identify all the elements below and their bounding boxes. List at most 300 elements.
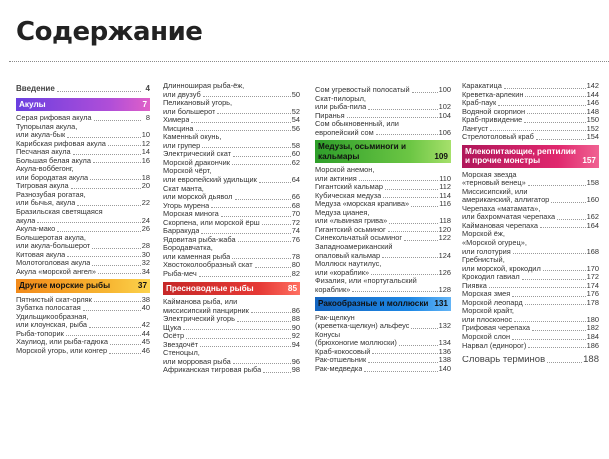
toc-entry[interactable] [462, 99, 599, 108]
toc-entry[interactable] [163, 261, 300, 270]
entry-page-number: 52 [291, 106, 300, 116]
entry-title: Морской крайт, [462, 307, 514, 316]
entry-page-number: 12 [141, 138, 150, 148]
toc-entry[interactable] [462, 82, 599, 91]
toc-entry[interactable] [462, 91, 599, 100]
entry-page-number: 148 [586, 106, 599, 116]
section-header[interactable] [315, 297, 451, 310]
section-page-number: 7 [142, 99, 147, 109]
toc-entry[interactable] [163, 315, 300, 324]
toc-entry[interactable] [163, 253, 300, 262]
dot-leader [527, 113, 586, 114]
toc-entry[interactable] [462, 342, 599, 351]
section-header[interactable] [163, 282, 300, 295]
entry-page-number: 54 [291, 115, 300, 125]
entry-page-number: 164 [586, 220, 599, 230]
entry-title: Рак-медведка [315, 364, 363, 373]
entry-title: Пиранья [315, 111, 345, 120]
toc-entry[interactable] [315, 192, 451, 201]
toc-entry[interactable] [163, 307, 300, 316]
entry-page-number: 16 [141, 155, 150, 165]
dot-leader [94, 120, 141, 121]
dot-leader [504, 88, 586, 89]
dot-leader [199, 276, 291, 277]
entry-page-number: 128 [438, 284, 451, 294]
dot-leader [66, 335, 141, 336]
toc-entry[interactable] [163, 244, 300, 253]
toc-entry[interactable] [16, 165, 150, 174]
section-header[interactable] [16, 279, 150, 292]
entry-page-number: 28 [141, 241, 150, 251]
entry-title: Зубатка полосатая [16, 304, 81, 313]
dot-leader [385, 189, 438, 190]
dot-leader [90, 179, 141, 180]
entry-page-number: 74 [291, 226, 300, 236]
dot-leader [221, 216, 291, 217]
dot-leader [368, 109, 437, 110]
toc-entry[interactable] [163, 125, 300, 134]
toc-entry[interactable] [315, 226, 451, 235]
section-page-number: 37 [137, 281, 147, 291]
entry-title: Скат манта, [163, 184, 204, 193]
entry-title: Акула-воббегонг, [16, 165, 74, 174]
entry-title: Большая белая акула [16, 156, 91, 165]
toc-entry[interactable] [462, 299, 599, 308]
toc-entry[interactable] [315, 112, 451, 121]
toc-entry[interactable] [16, 225, 150, 234]
toc-entry[interactable] [163, 298, 300, 307]
entry-title: «Морской огурец», [462, 239, 527, 248]
section-page-number: 157 [582, 156, 596, 166]
dot-leader [94, 301, 141, 302]
dot-leader [489, 287, 586, 288]
entry-page-number: 45 [141, 337, 150, 347]
dot-leader [108, 145, 141, 146]
entry-page-number: 184 [586, 332, 599, 342]
toc-entry[interactable] [462, 333, 599, 342]
entry-title: Скорпена, или морской ёрш [163, 218, 260, 227]
toc-entry[interactable] [315, 183, 451, 192]
entry-title: или каменная рыба [163, 252, 231, 261]
toc-entry[interactable] [462, 196, 599, 205]
toc-entry[interactable] [315, 356, 451, 365]
toc-entry[interactable] [315, 234, 451, 243]
entry-page-number: 168 [586, 246, 599, 256]
toc-entry[interactable] [315, 86, 451, 95]
dot-leader [376, 134, 438, 135]
entry-page-number: 22 [141, 198, 150, 208]
section-title: Ракообразные и моллюски [318, 299, 429, 309]
entry-page-number: 98 [291, 365, 300, 375]
dot-leader [512, 339, 586, 340]
entry-title: или двузуб [163, 90, 201, 99]
dot-leader [359, 180, 438, 181]
toc-entry[interactable] [16, 296, 150, 305]
toc-entry[interactable] [462, 324, 599, 333]
dot-leader [196, 130, 291, 131]
entry-title: Акула-мако [16, 225, 56, 234]
toc-entry[interactable] [462, 133, 599, 142]
entry-title: Длинноширая рыба-ёж, [163, 82, 245, 90]
toc-entry[interactable] [462, 265, 599, 274]
dot-leader [528, 347, 585, 348]
section-header[interactable] [462, 145, 599, 168]
section-title: Млекопитающие, рептилии и прочие монстры [465, 146, 576, 166]
entry-title: Молотоголовая акула [16, 259, 91, 268]
toc-entry[interactable] [462, 307, 599, 316]
toc-entry[interactable] [462, 273, 599, 282]
toc-entry[interactable] [163, 227, 300, 236]
toc-entry[interactable] [163, 116, 300, 125]
entry-title: или «кораблик» [315, 268, 370, 277]
entry-page-number: 34 [141, 266, 150, 276]
toc-entry[interactable] [315, 129, 451, 138]
toc-entry[interactable] [163, 210, 300, 219]
toc-entry[interactable] [315, 348, 451, 357]
entry-title: Каракатица [462, 82, 502, 90]
entry-title: Карибская рифовая акула [16, 139, 106, 148]
toc-entry[interactable] [16, 234, 150, 243]
toc-entry[interactable] [315, 243, 451, 252]
toc-entry[interactable] [462, 290, 599, 299]
entry-page-number: 32 [141, 258, 150, 268]
toc-entry[interactable] [16, 191, 150, 200]
entry-page-number: 60 [291, 149, 300, 159]
toc-entry[interactable] [16, 321, 150, 330]
entry-page-number: 158 [586, 178, 599, 188]
entry-page-number: 42 [141, 320, 150, 330]
toc-column-3 [315, 86, 451, 374]
toc-entry[interactable] [16, 338, 150, 347]
entry-page-number: 138 [438, 355, 451, 365]
dot-leader [522, 279, 586, 280]
entry-page-number: 100 [438, 85, 451, 94]
entry-page-number: 186 [586, 340, 599, 350]
entry-title: Барракуда [163, 227, 200, 236]
entry-page-number: 90 [291, 322, 300, 332]
toc-entry[interactable] [16, 114, 150, 123]
toc-entry[interactable] [16, 148, 150, 157]
toc-entry[interactable] [462, 171, 599, 180]
entry-page-number: 118 [439, 216, 451, 226]
entry-title: Краб-привидение [462, 116, 523, 125]
entry-title: Рыба-меч [163, 270, 197, 279]
toc-entry[interactable] [315, 200, 451, 209]
toc-entry[interactable] [163, 270, 300, 279]
toc-entry[interactable] [315, 252, 451, 261]
toc-entry[interactable] [462, 256, 599, 265]
dot-leader [98, 273, 141, 274]
entry-title: Морской дракончик [163, 158, 231, 167]
entry-page-number: 126 [438, 267, 451, 277]
dot-leader [412, 92, 438, 93]
toc-entry[interactable] [16, 347, 150, 356]
toc-entry[interactable] [163, 108, 300, 117]
toc-entry[interactable] [315, 166, 451, 175]
entry-title: Гигантский кальмар [315, 183, 383, 192]
toc-entry[interactable] [16, 199, 150, 208]
entry-page-number: 82 [291, 269, 300, 279]
toc-column-4 [462, 82, 599, 365]
toc-entry[interactable] [163, 349, 300, 358]
toc-entry[interactable] [462, 282, 599, 291]
entry-page-number: 176 [586, 289, 599, 299]
toc-entry[interactable] [462, 230, 599, 239]
toc-entry[interactable] [462, 316, 599, 325]
toc-entry[interactable] [462, 356, 599, 365]
toc-entry[interactable] [16, 208, 150, 217]
toc-entry[interactable] [163, 150, 300, 159]
toc-entry[interactable] [462, 239, 599, 248]
toc-entry[interactable] [163, 341, 300, 350]
section-title: Пресноводные рыбы [166, 283, 254, 293]
toc-entry[interactable] [163, 219, 300, 228]
toc-entry[interactable] [462, 108, 599, 117]
toc-entry[interactable] [163, 142, 300, 151]
dot-leader [235, 199, 291, 200]
toc-entry[interactable] [462, 222, 599, 231]
toc-entry[interactable] [315, 365, 451, 374]
dot-leader [183, 329, 290, 330]
entry-page-number: 114 [439, 190, 451, 200]
dot-leader [110, 344, 141, 345]
dot-leader [512, 296, 585, 297]
toc-entry[interactable] [163, 202, 300, 211]
entry-title: Бородавчатка, [163, 244, 213, 253]
toc-entry[interactable] [462, 188, 599, 197]
toc-entry[interactable] [163, 82, 300, 91]
entry-title: Большеротая акула, [16, 233, 86, 242]
toc-entry[interactable] [16, 85, 150, 94]
toc-entry[interactable] [163, 366, 300, 375]
entry-title: Краб-кокосовый [315, 347, 371, 356]
toc-entry[interactable] [315, 286, 451, 295]
entry-title: Нарвал (единорог) [462, 341, 527, 350]
toc-entry[interactable] [16, 242, 150, 251]
entry-title: американский, аллигатор [462, 196, 550, 205]
entry-title: Западноамериканский [315, 243, 393, 252]
entry-title: или «львиная грива» [315, 217, 388, 226]
entry-page-number: 102 [438, 102, 451, 112]
entry-page-number: 58 [291, 140, 300, 150]
entry-page-number: 26 [141, 224, 150, 234]
entry-title: или групер [163, 141, 201, 150]
toc-entry[interactable] [163, 358, 300, 367]
toc-entry[interactable] [315, 120, 451, 129]
entry-title: Серая рифовая акула [16, 113, 92, 122]
entry-page-number: 38 [141, 294, 150, 304]
entry-title: Конусы [315, 330, 341, 339]
dot-leader [513, 253, 586, 254]
entry-page-number: 92 [291, 331, 300, 341]
dot-leader [92, 265, 140, 266]
toc-entry[interactable] [16, 304, 150, 313]
entry-title: Морская минога [163, 210, 219, 219]
dot-leader [203, 96, 291, 97]
entry-page-number: 62 [291, 157, 300, 167]
dot-leader [201, 233, 290, 234]
entry-page-number: 20 [141, 181, 150, 191]
entry-title: или бахромчатая черепаха [462, 213, 556, 222]
toc-entry[interactable] [315, 103, 451, 112]
entry-title: Щука [163, 323, 182, 332]
title-divider [9, 61, 609, 62]
entry-page-number: 30 [141, 249, 150, 259]
dot-leader [57, 91, 141, 92]
section-header[interactable] [16, 98, 150, 111]
dot-leader [389, 223, 438, 224]
entry-page-number: 154 [586, 132, 599, 142]
toc-entry[interactable] [315, 175, 451, 184]
dot-leader [372, 353, 437, 354]
entry-page-number: 140 [438, 363, 451, 373]
toc-entry[interactable] [462, 205, 599, 214]
dot-leader [498, 105, 585, 106]
dot-leader [514, 321, 586, 322]
entry-title: Черепаха «матамата», [462, 204, 541, 213]
toc-entry[interactable] [16, 157, 150, 166]
entry-title: Кубическая медуза [315, 191, 382, 200]
toc-entry[interactable] [16, 140, 150, 149]
entry-title: Морская звезда [462, 170, 517, 179]
entry-page-number: 64 [291, 175, 300, 185]
dot-leader [211, 207, 291, 208]
dot-leader [191, 122, 290, 123]
section-title: Другие морские рыбы [19, 281, 111, 291]
entry-page-number: 106 [438, 127, 451, 137]
entry-page-number: 68 [291, 200, 300, 210]
toc-entry[interactable] [462, 125, 599, 134]
entry-title: акула [16, 216, 36, 225]
entry-page-number: 18 [141, 172, 150, 182]
dot-leader [237, 321, 291, 322]
toc-entry[interactable] [16, 268, 150, 277]
dot-leader [540, 227, 586, 228]
entry-title: или голотурия [462, 247, 511, 256]
toc-entry[interactable] [462, 116, 599, 125]
toc-entry[interactable] [462, 179, 599, 188]
toc-entry[interactable] [163, 91, 300, 100]
toc-column-2 [163, 82, 300, 375]
entry-page-number: 56 [291, 123, 300, 133]
toc-entry[interactable] [16, 217, 150, 226]
toc-entry[interactable] [315, 314, 451, 323]
toc-entry[interactable] [163, 167, 300, 176]
toc-entry[interactable] [163, 324, 300, 333]
entry-page-number: 136 [438, 346, 451, 356]
toc-entry[interactable] [16, 313, 150, 322]
entry-title: Рак-щелкун [315, 313, 355, 322]
entry-title: Сом обыкновенный, или [315, 120, 399, 129]
entry-title: Пеликановый угорь, [163, 99, 233, 108]
toc-entry[interactable] [16, 259, 150, 268]
entry-title: Угорь мурена [163, 201, 210, 210]
toc-entry[interactable] [16, 131, 150, 140]
toc-entry[interactable] [315, 217, 451, 226]
entry-title: Физалия, или «португальский [315, 277, 417, 286]
entry-page-number: 40 [141, 303, 150, 313]
toc-entry[interactable] [315, 269, 451, 278]
entry-title: (креветка-щелкун) альфеус [315, 322, 410, 331]
dot-leader [382, 257, 438, 258]
dot-leader [263, 372, 291, 373]
toc-entry[interactable] [315, 260, 451, 269]
section-page-number: 85 [287, 283, 297, 293]
dot-leader [525, 96, 585, 97]
entry-title: Разнозубая рогатая, [16, 190, 86, 199]
entry-page-number: 8 [145, 112, 150, 122]
entry-page-number: 124 [438, 250, 451, 260]
entry-title: Морской ёж, [462, 230, 505, 239]
toc-entry[interactable] [315, 209, 451, 218]
toc-entry[interactable] [315, 339, 451, 348]
toc-entry[interactable] [315, 322, 451, 331]
entry-title: Гребнистый, [462, 256, 505, 265]
entry-title: или европейский удильщик [163, 176, 257, 185]
toc-entry[interactable] [163, 236, 300, 245]
toc-entry[interactable] [163, 185, 300, 194]
dot-leader [543, 270, 586, 271]
entry-title: Бразильская светящаяся [16, 207, 103, 216]
entry-title: Моллюск наутилус, [315, 260, 382, 269]
dot-leader [557, 219, 586, 220]
toc-entry[interactable] [163, 99, 300, 108]
dot-leader [551, 202, 585, 203]
section-title: Акулы [19, 99, 46, 109]
entry-page-number: 174 [586, 280, 599, 290]
entry-title: Звездочёт [163, 340, 199, 349]
entry-page-number: 172 [586, 272, 599, 282]
entry-title: Китовая акула [16, 250, 66, 259]
toc-entry[interactable] [163, 176, 300, 185]
toc-entry[interactable] [462, 248, 599, 257]
toc-entry[interactable] [315, 95, 451, 104]
entry-page-number: 78 [291, 251, 300, 261]
toc-entry[interactable] [163, 332, 300, 341]
toc-entry[interactable] [16, 251, 150, 260]
entry-title: или морской, крокодил [462, 264, 541, 273]
dot-leader [371, 274, 438, 275]
toc-entry[interactable] [16, 182, 150, 191]
dot-leader [347, 117, 438, 118]
entry-page-number: 24 [141, 215, 150, 225]
toc-entry[interactable] [16, 174, 150, 183]
entry-title: Электрический угорь [163, 315, 235, 324]
section-header[interactable] [315, 140, 451, 163]
entry-title: Каменный окунь, [163, 133, 222, 142]
entry-title: Африканская тигровая рыба [163, 366, 262, 375]
toc-entry[interactable] [163, 193, 300, 202]
entry-title: Песчаная акула [16, 148, 71, 157]
entry-title: Хвостоколообразный скат [163, 261, 253, 270]
toc-entry[interactable] [163, 159, 300, 168]
toc-entry[interactable] [163, 133, 300, 142]
dot-leader [490, 130, 585, 131]
entry-title: Морская змея [462, 290, 511, 299]
dot-leader [232, 258, 291, 259]
toc-entry[interactable] [462, 213, 599, 222]
entry-page-number: 110 [439, 173, 451, 183]
toc-entry[interactable] [315, 331, 451, 340]
dot-leader [233, 156, 291, 157]
toc-entry[interactable] [315, 277, 451, 286]
dot-leader [186, 338, 291, 339]
entry-title: или плосконос [462, 315, 513, 324]
entry-title: «терновый венец» [462, 179, 526, 188]
toc-entry[interactable] [16, 123, 150, 132]
toc-entry[interactable] [16, 330, 150, 339]
dot-leader [77, 205, 140, 206]
